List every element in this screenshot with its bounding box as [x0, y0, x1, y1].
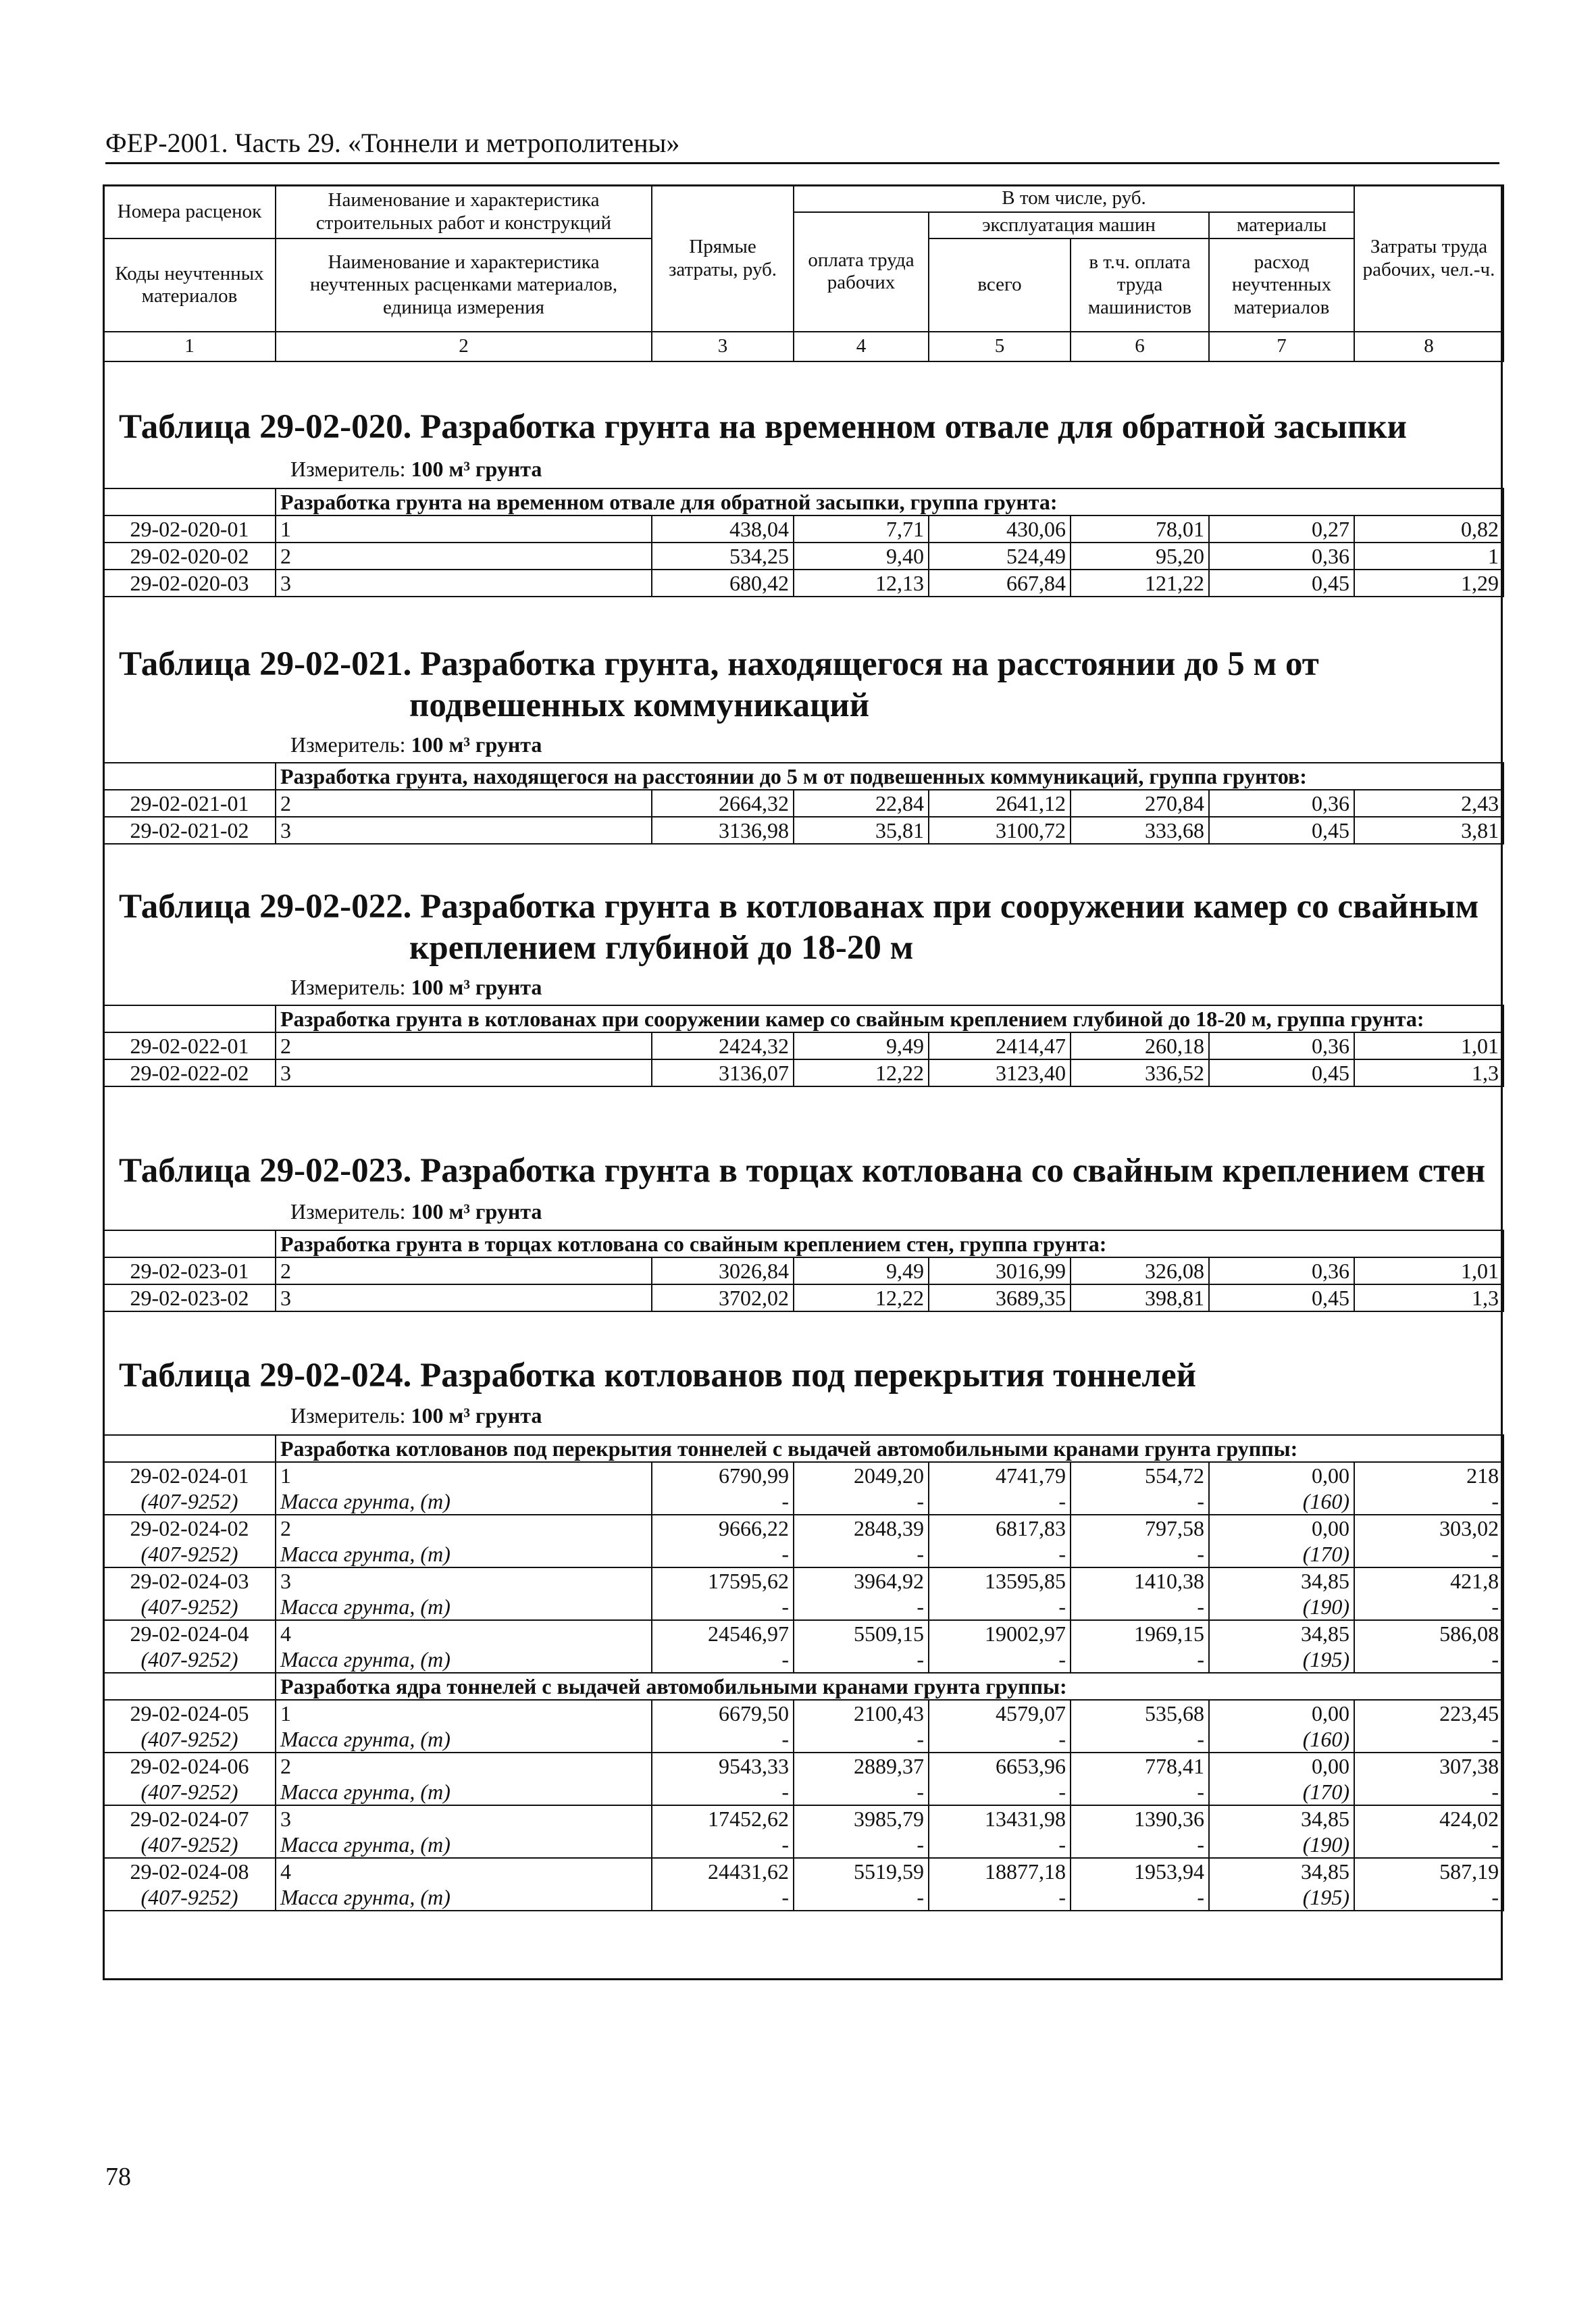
labor-costs: -	[1354, 1488, 1503, 1515]
materials: 0,36	[1209, 543, 1354, 570]
machinist-pay: 398,81	[1071, 1284, 1209, 1311]
worker-pay: 5509,15	[794, 1620, 929, 1646]
labor-costs: -	[1354, 1541, 1503, 1567]
machines-total: 3123,40	[929, 1059, 1071, 1086]
labor-costs: 0,82	[1354, 515, 1503, 543]
machinist-pay: 1953,94	[1071, 1858, 1209, 1884]
machinist-pay: 121,22	[1071, 570, 1209, 597]
materials: 0,00	[1209, 1753, 1354, 1779]
header-machines-total: всего	[929, 238, 1071, 332]
work-name: 2	[276, 790, 652, 817]
table-measure	[290, 732, 542, 757]
table-subheader: Разработка грунта на временном отвале для обратной засыпки, группа грунта:	[276, 488, 1503, 515]
material-consumption: (195)	[1209, 1884, 1354, 1911]
direct-costs: -	[652, 1726, 794, 1753]
table-material-row	[103, 1541, 1503, 1567]
direct-costs: 3702,02	[652, 1284, 794, 1311]
labor-costs: 424,02	[1354, 1805, 1503, 1832]
worker-pay: 2848,39	[794, 1515, 929, 1541]
machinist-pay: 797,58	[1071, 1515, 1209, 1541]
material-name: Масса грунта, (т)	[276, 1541, 652, 1567]
table-measure	[290, 975, 542, 1000]
labor-costs: 587,19	[1354, 1858, 1503, 1884]
table-title	[119, 407, 1407, 448]
measure-label: Измеритель:	[290, 1403, 406, 1428]
table-title-continuation: подвешенных коммуникаций	[409, 686, 870, 724]
direct-costs: 9543,33	[652, 1753, 794, 1779]
rate-code: 29-02-024-01	[103, 1462, 276, 1488]
table-row	[103, 570, 1503, 597]
worker-pay: -	[794, 1541, 929, 1567]
direct-costs: 2664,32	[652, 790, 794, 817]
work-name: 3	[276, 1805, 652, 1832]
table-material-row	[103, 1779, 1503, 1805]
header-materials: материалы	[1209, 212, 1354, 239]
empty-cell	[103, 1673, 276, 1700]
work-name: 3	[276, 1284, 652, 1311]
direct-costs: 17595,62	[652, 1567, 794, 1594]
worker-pay: 22,84	[794, 790, 929, 817]
materials: 0,00	[1209, 1700, 1354, 1726]
machinist-pay: -	[1071, 1594, 1209, 1620]
machinist-pay: -	[1071, 1541, 1209, 1567]
work-name: 3	[276, 1059, 652, 1086]
material-name: Масса грунта, (т)	[276, 1832, 652, 1858]
material-consumption: (170)	[1209, 1779, 1354, 1805]
table-material-row	[103, 1594, 1503, 1620]
machines-total: 18877,18	[929, 1858, 1071, 1884]
worker-pay: 9,49	[794, 1257, 929, 1284]
materials: 0,00	[1209, 1462, 1354, 1488]
work-name: 3	[276, 570, 652, 597]
direct-costs: 17452,62	[652, 1805, 794, 1832]
work-name: 2	[276, 543, 652, 570]
machines-total: -	[929, 1594, 1071, 1620]
material-consumption: (190)	[1209, 1594, 1354, 1620]
direct-costs: -	[652, 1779, 794, 1805]
measure-label: Измеритель:	[290, 975, 406, 999]
column-number: 8	[1354, 332, 1503, 361]
rate-code: 29-02-024-05	[103, 1700, 276, 1726]
table-row	[103, 1620, 1503, 1646]
empty-cell	[103, 1435, 276, 1462]
worker-pay: 5519,59	[794, 1858, 929, 1884]
labor-costs: 586,08	[1354, 1620, 1503, 1646]
direct-costs: 3026,84	[652, 1257, 794, 1284]
measure-value: 100 м³ грунта	[411, 457, 542, 481]
material-consumption: (170)	[1209, 1541, 1354, 1567]
worker-pay: 2049,20	[794, 1462, 929, 1488]
rate-code: 29-02-024-08	[103, 1858, 276, 1884]
labor-costs: 421,8	[1354, 1567, 1503, 1594]
direct-costs: 9666,22	[652, 1515, 794, 1541]
worker-pay: 7,71	[794, 515, 929, 543]
machinist-pay: 778,41	[1071, 1753, 1209, 1779]
machinist-pay: 95,20	[1071, 543, 1209, 570]
materials: 34,85	[1209, 1805, 1354, 1832]
material-code: (407-9252)	[103, 1726, 276, 1753]
work-name: 3	[276, 1567, 652, 1594]
worker-pay: 2889,37	[794, 1753, 929, 1779]
table-row	[103, 1567, 1503, 1594]
work-name: 4	[276, 1858, 652, 1884]
work-name: 1	[276, 1700, 652, 1726]
header-work-name: Наименование и характеристика строительных работ и конструкций	[276, 185, 652, 238]
direct-costs: 6790,99	[652, 1462, 794, 1488]
table-subheader: Разработка грунта в торцах котлована со свайным креплением стен, группа грунта:	[276, 1230, 1503, 1257]
machines-total: 524,49	[929, 543, 1071, 570]
labor-costs: 1,01	[1354, 1032, 1503, 1059]
machinist-pay: 336,52	[1071, 1059, 1209, 1086]
worker-pay: 35,81	[794, 817, 929, 844]
table-row	[103, 543, 1503, 570]
work-name: 2	[276, 1753, 652, 1779]
labor-costs: 1,29	[1354, 570, 1503, 597]
table-title-text: Таблица 29-02-024. Разработка котлованов под перекрытия тоннелей	[119, 1357, 1197, 1394]
direct-costs: -	[652, 1541, 794, 1567]
table-row	[103, 1462, 1503, 1488]
machinist-pay: 1410,38	[1071, 1567, 1209, 1594]
table-subheader-row	[103, 1435, 1503, 1462]
direct-costs: 3136,98	[652, 817, 794, 844]
page-header-title: ФЕР-2001. Часть 29. «Тоннели и метрополитены»	[105, 128, 680, 158]
table-row	[103, 1858, 1503, 1884]
table-subheader: Разработка грунта, находящегося на расстоянии до 5 м от подвешенных коммуникаций, группа грунтов:	[276, 763, 1503, 790]
materials: 34,85	[1209, 1567, 1354, 1594]
machines-total: 19002,97	[929, 1620, 1071, 1646]
material-consumption: (160)	[1209, 1488, 1354, 1515]
header-direct-costs: Прямые затраты, руб.	[652, 185, 794, 332]
worker-pay: -	[794, 1726, 929, 1753]
material-code: (407-9252)	[103, 1594, 276, 1620]
machines-total: 4741,79	[929, 1462, 1071, 1488]
header-material-codes: Коды неучтенных материалов	[103, 238, 276, 332]
rates-table	[103, 762, 1504, 845]
labor-costs: 1	[1354, 543, 1503, 570]
rate-code: 29-02-024-02	[103, 1515, 276, 1541]
material-consumption: (195)	[1209, 1646, 1354, 1673]
measure-value: 100 м³ грунта	[411, 1403, 542, 1428]
table-subheader-row	[103, 1005, 1503, 1032]
worker-pay: 12,13	[794, 570, 929, 597]
worker-pay: 9,49	[794, 1032, 929, 1059]
machinist-pay: 1390,36	[1071, 1805, 1209, 1832]
work-name: 3	[276, 817, 652, 844]
labor-costs: -	[1354, 1832, 1503, 1858]
work-name: 1	[276, 515, 652, 543]
table-title-text: Таблица 29-02-023. Разработка грунта в торцах котлована со свайным креплением стен	[119, 1152, 1486, 1190]
table-row	[103, 1805, 1503, 1832]
work-name: 2	[276, 1257, 652, 1284]
table-measure	[290, 1403, 542, 1428]
table-row	[103, 1059, 1503, 1086]
header-rule	[105, 162, 1499, 164]
table-row	[103, 1257, 1503, 1284]
table-subheader-row	[103, 763, 1503, 790]
materials: 34,85	[1209, 1858, 1354, 1884]
table-material-row	[103, 1646, 1503, 1673]
labor-costs: -	[1354, 1594, 1503, 1620]
machinist-pay: 333,68	[1071, 817, 1209, 844]
work-name: 2	[276, 1032, 652, 1059]
materials: 34,85	[1209, 1620, 1354, 1646]
direct-costs: 2424,32	[652, 1032, 794, 1059]
header-labor-costs: Затраты труда рабочих, чел.-ч.	[1354, 185, 1503, 332]
rate-code: 29-02-020-02	[103, 543, 276, 570]
header-including-group: В том числе, руб.	[794, 185, 1354, 212]
table-row	[103, 515, 1503, 543]
rates-table-with-materials	[103, 1434, 1504, 1911]
column-number: 5	[929, 332, 1071, 361]
measure-value: 100 м³ грунта	[411, 975, 542, 999]
table-measure	[290, 457, 542, 482]
materials: 0,45	[1209, 570, 1354, 597]
work-name: 1	[276, 1462, 652, 1488]
machines-total: 3100,72	[929, 817, 1071, 844]
table-title	[119, 1151, 1485, 1192]
direct-costs: 24431,62	[652, 1858, 794, 1884]
material-consumption: (160)	[1209, 1726, 1354, 1753]
machines-total: 3689,35	[929, 1284, 1071, 1311]
machines-total: -	[929, 1646, 1071, 1673]
machinist-pay: -	[1071, 1779, 1209, 1805]
table-row	[103, 1700, 1503, 1726]
machinist-pay: 270,84	[1071, 790, 1209, 817]
machinist-pay: 554,72	[1071, 1462, 1209, 1488]
rate-code: 29-02-020-03	[103, 570, 276, 597]
column-number: 1	[103, 332, 276, 361]
table-subheader-row	[103, 1230, 1503, 1257]
material-consumption: (190)	[1209, 1832, 1354, 1858]
materials: 0,45	[1209, 817, 1354, 844]
table-subheader: Разработка ядра тоннелей с выдачей автомобильными кранами грунта группы:	[276, 1673, 1503, 1700]
worker-pay: 12,22	[794, 1059, 929, 1086]
direct-costs: 534,25	[652, 543, 794, 570]
direct-costs: -	[652, 1884, 794, 1911]
materials: 0,36	[1209, 1257, 1354, 1284]
material-code: (407-9252)	[103, 1646, 276, 1673]
labor-costs: 2,43	[1354, 790, 1503, 817]
column-number: 2	[276, 332, 652, 361]
rate-code: 29-02-022-01	[103, 1032, 276, 1059]
machines-total: 2641,12	[929, 790, 1071, 817]
direct-costs: 6679,50	[652, 1700, 794, 1726]
rate-code: 29-02-024-07	[103, 1805, 276, 1832]
worker-pay: 3964,92	[794, 1567, 929, 1594]
table-material-row	[103, 1884, 1503, 1911]
rate-code: 29-02-024-04	[103, 1620, 276, 1646]
material-code: (407-9252)	[103, 1832, 276, 1858]
materials: 0,45	[1209, 1059, 1354, 1086]
rate-code: 29-02-022-02	[103, 1059, 276, 1086]
table-subheader: Разработка грунта в котлованах при сооружении камер со свайным креплением глубиной до 18-20 м, группа грунта:	[276, 1005, 1503, 1032]
table-row	[103, 1515, 1503, 1541]
table-row	[103, 1753, 1503, 1779]
direct-costs: 3136,07	[652, 1059, 794, 1086]
material-name: Масса грунта, (т)	[276, 1488, 652, 1515]
material-code: (407-9252)	[103, 1884, 276, 1911]
machinist-pay: -	[1071, 1646, 1209, 1673]
machinist-pay: 78,01	[1071, 515, 1209, 543]
direct-costs: -	[652, 1832, 794, 1858]
direct-costs: 438,04	[652, 515, 794, 543]
direct-costs: 680,42	[652, 570, 794, 597]
rates-table	[103, 1230, 1504, 1312]
materials: 0,36	[1209, 790, 1354, 817]
header-machinist-pay: в т.ч. оплата труда машинистов	[1071, 238, 1209, 332]
table-row	[103, 1032, 1503, 1059]
rate-code: 29-02-024-06	[103, 1753, 276, 1779]
rate-code: 29-02-024-03	[103, 1567, 276, 1594]
machines-total: 6653,96	[929, 1753, 1071, 1779]
work-name: 4	[276, 1620, 652, 1646]
table-material-row	[103, 1832, 1503, 1858]
column-number: 6	[1071, 332, 1209, 361]
labor-costs: 218	[1354, 1462, 1503, 1488]
machines-total: -	[929, 1541, 1071, 1567]
material-code: (407-9252)	[103, 1779, 276, 1805]
machinist-pay: -	[1071, 1488, 1209, 1515]
direct-costs: 24546,97	[652, 1620, 794, 1646]
labor-costs: -	[1354, 1646, 1503, 1673]
table-measure	[290, 1199, 542, 1224]
table-row	[103, 790, 1503, 817]
machines-total: 667,84	[929, 570, 1071, 597]
material-name: Масса грунта, (т)	[276, 1779, 652, 1805]
measure-label: Измеритель:	[290, 1199, 406, 1224]
worker-pay: 2100,43	[794, 1700, 929, 1726]
labor-costs: 3,81	[1354, 817, 1503, 844]
table-subheader-row	[103, 1673, 1503, 1700]
machines-total: 13595,85	[929, 1567, 1071, 1594]
header-worker-pay: оплата труда рабочих	[794, 212, 929, 332]
table-material-row	[103, 1488, 1503, 1515]
measure-value: 100 м³ грунта	[411, 1199, 542, 1224]
labor-costs: -	[1354, 1779, 1503, 1805]
machines-total: 430,06	[929, 515, 1071, 543]
table-title-text: Таблица 29-02-020. Разработка грунта на временном отвале для обратной засыпки	[119, 408, 1407, 446]
measure-label: Измеритель:	[290, 732, 406, 757]
table-title-text: Таблица 29-02-021. Разработка грунта, находящегося на расстоянии до 5 м от	[119, 645, 1319, 683]
machinist-pay: -	[1071, 1832, 1209, 1858]
table-row	[103, 1284, 1503, 1311]
table-material-row	[103, 1726, 1503, 1753]
materials: 0,27	[1209, 515, 1354, 543]
rate-code: 29-02-023-01	[103, 1257, 276, 1284]
table-subheader-row	[103, 488, 1503, 515]
machines-total: 2414,47	[929, 1032, 1071, 1059]
machines-total: -	[929, 1779, 1071, 1805]
column-number: 4	[794, 332, 929, 361]
direct-costs: -	[652, 1488, 794, 1515]
worker-pay: -	[794, 1884, 929, 1911]
machines-total: 3016,99	[929, 1257, 1071, 1284]
work-name: 2	[276, 1515, 652, 1541]
machines-total: 13431,98	[929, 1805, 1071, 1832]
machines-total: -	[929, 1884, 1071, 1911]
machines-total: -	[929, 1488, 1071, 1515]
machinist-pay: 1969,15	[1071, 1620, 1209, 1646]
rate-code: 29-02-021-01	[103, 790, 276, 817]
machinist-pay: -	[1071, 1726, 1209, 1753]
labor-costs: 1,01	[1354, 1257, 1503, 1284]
rate-code: 29-02-023-02	[103, 1284, 276, 1311]
worker-pay: 12,22	[794, 1284, 929, 1311]
table-row	[103, 817, 1503, 844]
header-machine-operation: эксплуатация машин	[929, 212, 1209, 239]
rates-table	[103, 1005, 1504, 1087]
table-title	[119, 886, 1478, 969]
worker-pay: 9,40	[794, 543, 929, 570]
labor-costs: -	[1354, 1884, 1503, 1911]
measure-label: Измеритель:	[290, 457, 406, 481]
labor-costs: 1,3	[1354, 1059, 1503, 1086]
worker-pay: -	[794, 1832, 929, 1858]
material-code: (407-9252)	[103, 1541, 276, 1567]
measure-value: 100 м³ грунта	[411, 732, 542, 757]
machinist-pay: -	[1071, 1884, 1209, 1911]
machines-total: -	[929, 1832, 1071, 1858]
material-name: Масса грунта, (т)	[276, 1594, 652, 1620]
header-rate-numbers: Номера расценок	[103, 185, 276, 238]
material-name: Масса грунта, (т)	[276, 1726, 652, 1753]
labor-costs: 303,02	[1354, 1515, 1503, 1541]
material-code: (407-9252)	[103, 1488, 276, 1515]
machines-total: -	[929, 1726, 1071, 1753]
worker-pay: -	[794, 1646, 929, 1673]
table-title	[119, 1355, 1196, 1397]
direct-costs: -	[652, 1646, 794, 1673]
table-subheader: Разработка котлованов под перекрытия тоннелей с выдачей автомобильными кранами грунта группы:	[276, 1435, 1503, 1462]
worker-pay: -	[794, 1488, 929, 1515]
page-number: 78	[105, 2163, 131, 2191]
table-title-text: Таблица 29-02-022. Разработка грунта в котлованах при сооружении камер со свайным	[119, 888, 1479, 926]
labor-costs: -	[1354, 1726, 1503, 1753]
column-header-table	[103, 184, 1504, 362]
labor-costs: 307,38	[1354, 1753, 1503, 1779]
labor-costs: 1,3	[1354, 1284, 1503, 1311]
machines-total: 6817,83	[929, 1515, 1071, 1541]
materials: 0,45	[1209, 1284, 1354, 1311]
materials: 0,00	[1209, 1515, 1354, 1541]
direct-costs: -	[652, 1594, 794, 1620]
machinist-pay: 260,18	[1071, 1032, 1209, 1059]
column-number: 7	[1209, 332, 1354, 361]
rates-table	[103, 488, 1504, 597]
header-material-names: Наименование и характеристика неучтенных расценками материалов, единица измерения	[276, 238, 652, 332]
material-name: Масса грунта, (т)	[276, 1646, 652, 1673]
column-number: 3	[652, 332, 794, 361]
worker-pay: -	[794, 1594, 929, 1620]
header-material-consumption: расход неучтенных материалов	[1209, 238, 1354, 332]
materials: 0,36	[1209, 1032, 1354, 1059]
labor-costs: 223,45	[1354, 1700, 1503, 1726]
table-title-continuation: креплением глубиной до 18-20 м	[409, 929, 914, 967]
worker-pay: 3985,79	[794, 1805, 929, 1832]
rate-code: 29-02-020-01	[103, 515, 276, 543]
worker-pay: -	[794, 1779, 929, 1805]
machines-total: 4579,07	[929, 1700, 1071, 1726]
rate-code: 29-02-021-02	[103, 817, 276, 844]
machinist-pay: 535,68	[1071, 1700, 1209, 1726]
machinist-pay: 326,08	[1071, 1257, 1209, 1284]
material-name: Масса грунта, (т)	[276, 1884, 652, 1911]
table-title	[119, 644, 1319, 726]
